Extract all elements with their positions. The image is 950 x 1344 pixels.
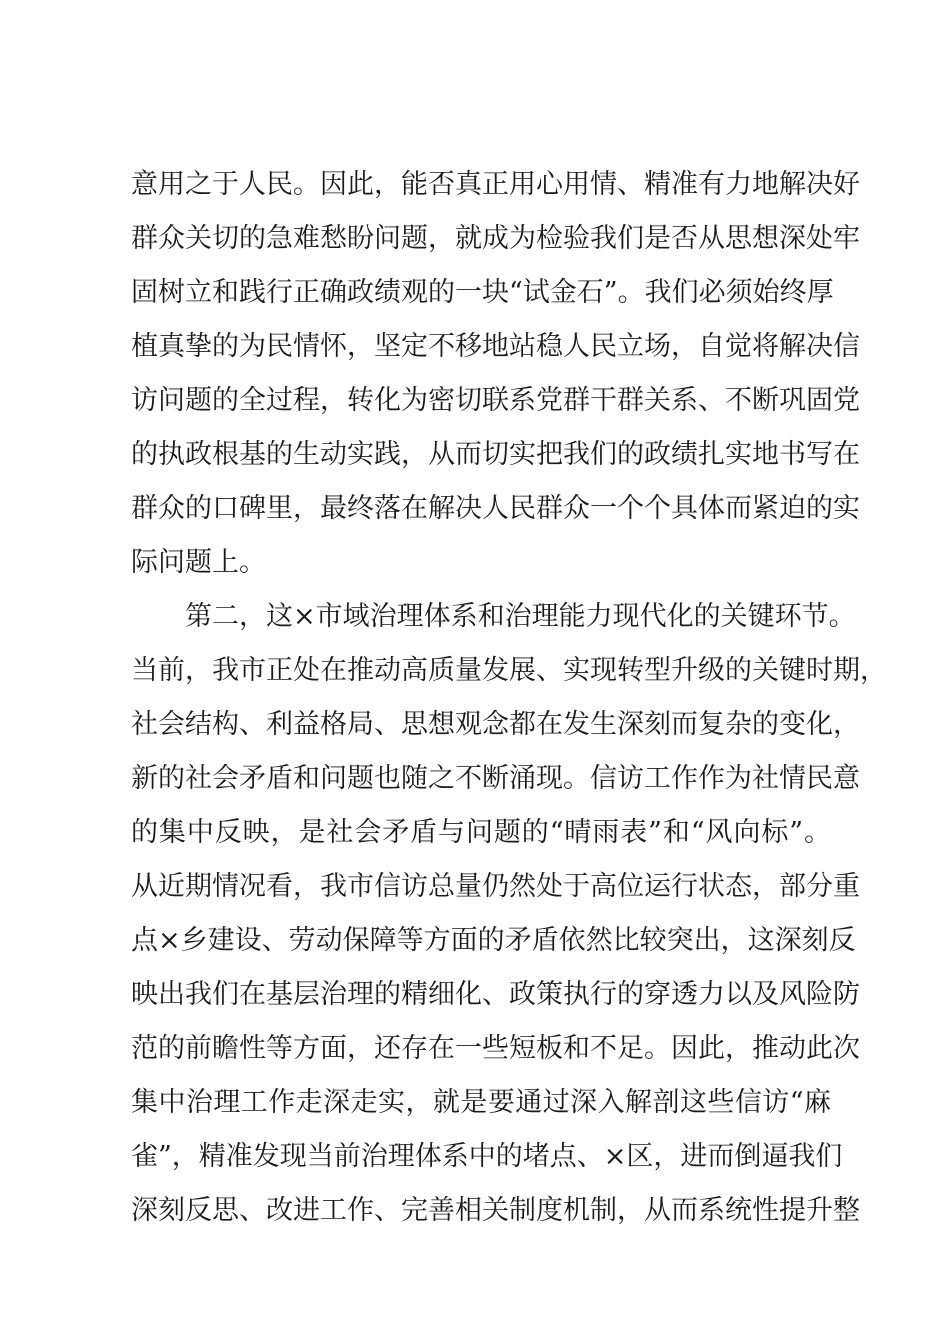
text-line: 群众的口碑里，最终落在解决人民群众一个个具体而紧迫的实 (131, 493, 860, 524)
text-line: 从近期情况看，我市信访总量仍然处于高位运行状态，部分重 (131, 871, 860, 902)
text-line: 映出我们在基层治理的精细化、政策执行的穿透力以及风险防 (131, 979, 860, 1010)
text-line: 访问题的全过程，转化为密切联系党群干群关系、不断巩固党 (131, 385, 860, 416)
text-line: 第二，这×市域治理体系和治理能力现代化的关键环节。 (131, 601, 856, 632)
text-line: 雀”，精准发现当前治理体系中的堵点、×区，进而倒逼我们 (131, 1141, 843, 1172)
text-line: 意用之于人民。因此，能否真正用心用情、精准有力地解决好 (131, 169, 860, 200)
text-line: 新的社会矛盾和问题也随之不断涌现。信访工作作为社情民意 (131, 763, 860, 794)
text-line: 当前，我市正处在推动高质量发展、实现转型升级的关键时期， (131, 655, 887, 686)
text-line: 范的前瞻性等方面，还存在一些短板和不足。因此，推动此次 (131, 1033, 860, 1064)
text-line: 群众关切的急难愁盼问题，就成为检验我们是否从思想深处牢 (131, 223, 860, 254)
text-line: 植真挚的为民情怀，坚定不移地站稳人民立场，自觉将解决信 (131, 331, 860, 362)
text-line: 社会结构、利益格局、思想观念都在发生深刻而复杂的变化， (131, 709, 860, 740)
text-line: 集中治理工作走深走实，就是要通过深入解剖这些信访“麻 (131, 1087, 831, 1118)
text-line: 际问题上。 (131, 547, 266, 578)
text-line: 固树立和践行正确政绩观的一块“试金石”。我们必须始终厚 (131, 277, 834, 308)
text-line: 的集中反映，是社会矛盾与问题的“晴雨表”和“风向标”。 (131, 817, 831, 848)
text-line: 点×乡建设、劳动保障等方面的矛盾依然比较突出，这深刻反 (131, 925, 856, 956)
text-line: 的执政根基的生动实践，从而切实把我们的政绩扎实地书写在 (131, 439, 860, 470)
text-line: 深刻反思、改进工作、完善相关制度机制，从而系统性提升整 (131, 1195, 860, 1226)
body-text (131, 158, 887, 1238)
